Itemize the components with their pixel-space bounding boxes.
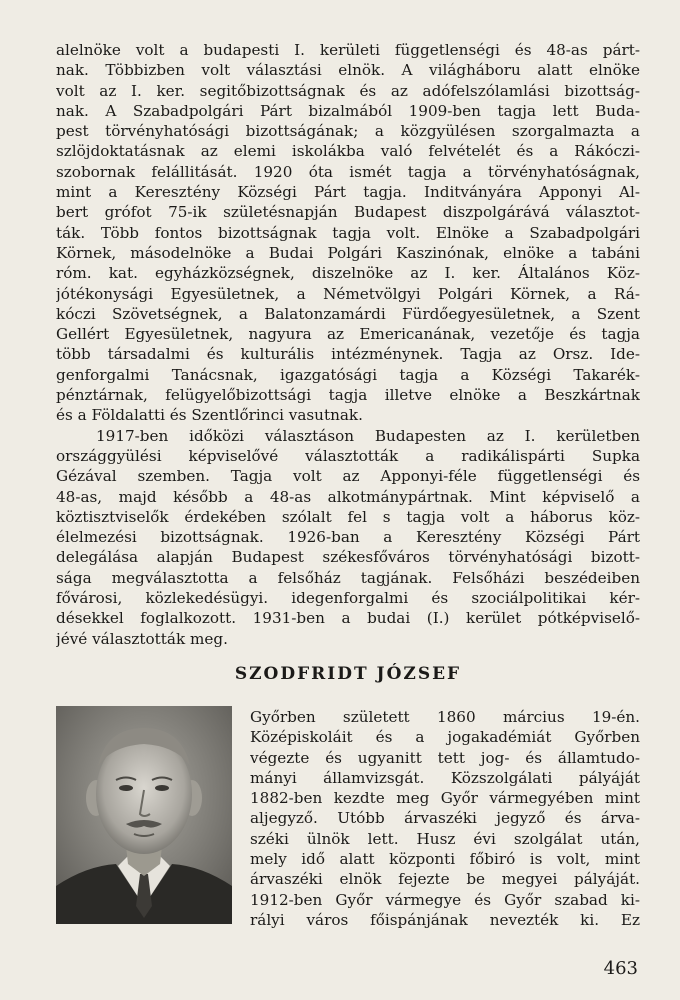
text-line: Győrben született 1860 március 19-én. [250, 708, 640, 726]
text-line: mely idő alatt központi főbiró is volt, mint [250, 850, 640, 869]
text-line: nak. Többizben volt választási elnök. A világháboru alatt elnöke [56, 61, 640, 80]
text-line: pest törvényhatósági bizottságának; a közgyülésen szorgalmazta a [56, 122, 640, 141]
text-line: rályi város főispánjának nevezték ki. Ez [250, 910, 640, 929]
text-line: több társadalmi és kulturális intézménynek. Tagja az Orsz. Ide- [56, 345, 640, 364]
text-line: mint a Keresztény Községi Párt tagja. Inditványára Apponyi Al- [56, 183, 640, 202]
text-line: fővárosi, közlekedésügyi. idegenforgalmi és szociálpolitikai kér- [56, 589, 640, 608]
text-line: nak. A Szabadpolgári Párt bizalmából 1909-ben tagja lett Buda- [56, 101, 640, 120]
text-line: árvaszéki elnök fejezte be megyei pályáját. [250, 870, 640, 889]
text-line: élelmezési bizottságnak. 1926-ban a Keresztény Községi Párt [56, 528, 640, 547]
text-line: széki ülnök lett. Husz évi szolgálat után, [250, 829, 640, 848]
portrait-photo [56, 706, 232, 924]
text-line: 1917-ben időközi választáson Budapesten az I. kerületben [96, 426, 640, 445]
text-line: ták. Több fontos bizottságnak tagja volt. Elnöke a Szabadpolgári [56, 223, 640, 242]
text-line: és a Földalatti és Szentlőrinci vasutnak. [56, 406, 363, 425]
text-line: szobornak felállitását. 1920 óta ismét tagja a törvényhatóságnak, [56, 162, 640, 181]
text-line: Körnek, másodelnöke a Budai Polgári Kaszinónak, elnöke a tabáni [56, 243, 640, 262]
text-line: volt az I. ker. segitőbizottságnak és az adófelszólamlási bizottság- [56, 81, 640, 100]
text-line: aljegyző. Utóbb árvaszéki jegyző és árva- [250, 809, 640, 828]
text-line: delegálása alapján Budapest székesfőváros törvényhatósági bizott- [56, 548, 640, 567]
text-line: kóczi Szövetségnek, a Balatonzamárdi Fürdőegyesületnek, a Szent [56, 304, 640, 323]
text-line: róm. kat. egyházközségnek, diszelnöke az I. ker. Általános Köz- [56, 264, 640, 283]
text-line: 48-as, majd később a 48-as alkotmánypártnak. Mint képviselő a [56, 487, 640, 506]
text-line: mányi államvizsgát. Közszolgálati pályáját [250, 768, 640, 787]
text-line: köztisztviselők érdekében szólalt fel s tagja volt a háborus köz- [56, 507, 640, 526]
section-heading: SZODFRIDT JÓZSEF [234, 664, 462, 684]
text-line: genforgalmi Tanácsnak, igazgatósági tagja a Községi Takarék- [56, 365, 640, 384]
text-line: 1912-ben Győr vármegye és Győr szabad ki- [250, 890, 640, 909]
text-line: jótékonysági Egyesületnek, a Németvölgyi Polgári Körnek, a Rá- [56, 284, 640, 303]
biography-text-upper [56, 40, 640, 649]
page-number: 463 [603, 958, 638, 979]
text-line: szlöjdoktatásnak az elemi iskolákba való felvételét és a Rákóczi- [56, 142, 640, 161]
text-line: jévé választották meg. [56, 629, 228, 648]
text-line: Középiskoláit és a jogakadémiát Győrben [250, 728, 640, 747]
text-line: désekkel foglalkozott. 1931-ben a budai (I.) kerület pótképviselő- [56, 609, 640, 628]
text-line: 1882-ben kezdte meg Győr vármegyében mint [250, 789, 640, 808]
text-line: végezte és ugyanitt tett jog- és államtudo- [250, 748, 640, 767]
biography-text-lower [250, 707, 640, 930]
text-line: Gellért Egyesületnek, nagyura az Emericanának, vezetője és tagja [56, 325, 640, 344]
text-line: bert grófot 75-ik születésnapján Budapest diszpolgárává választot- [56, 203, 640, 222]
text-line: országgyülési képviselővé választották a radikálispárti Supka [56, 446, 640, 465]
text-line: pénztárnak, felügyelőbizottsági tagja illetve elnöke a Beszkártnak [56, 386, 640, 405]
text-line: sága megválasztotta a felsőház tagjának. Felsőházi beszédeiben [56, 568, 640, 587]
text-line: Gézával szemben. Tagja volt az Apponyi-féle függetlenségi és [56, 467, 640, 486]
text-line: alelnöke volt a budapesti I. kerületi függetlenségi és 48-as párt- [56, 41, 640, 59]
